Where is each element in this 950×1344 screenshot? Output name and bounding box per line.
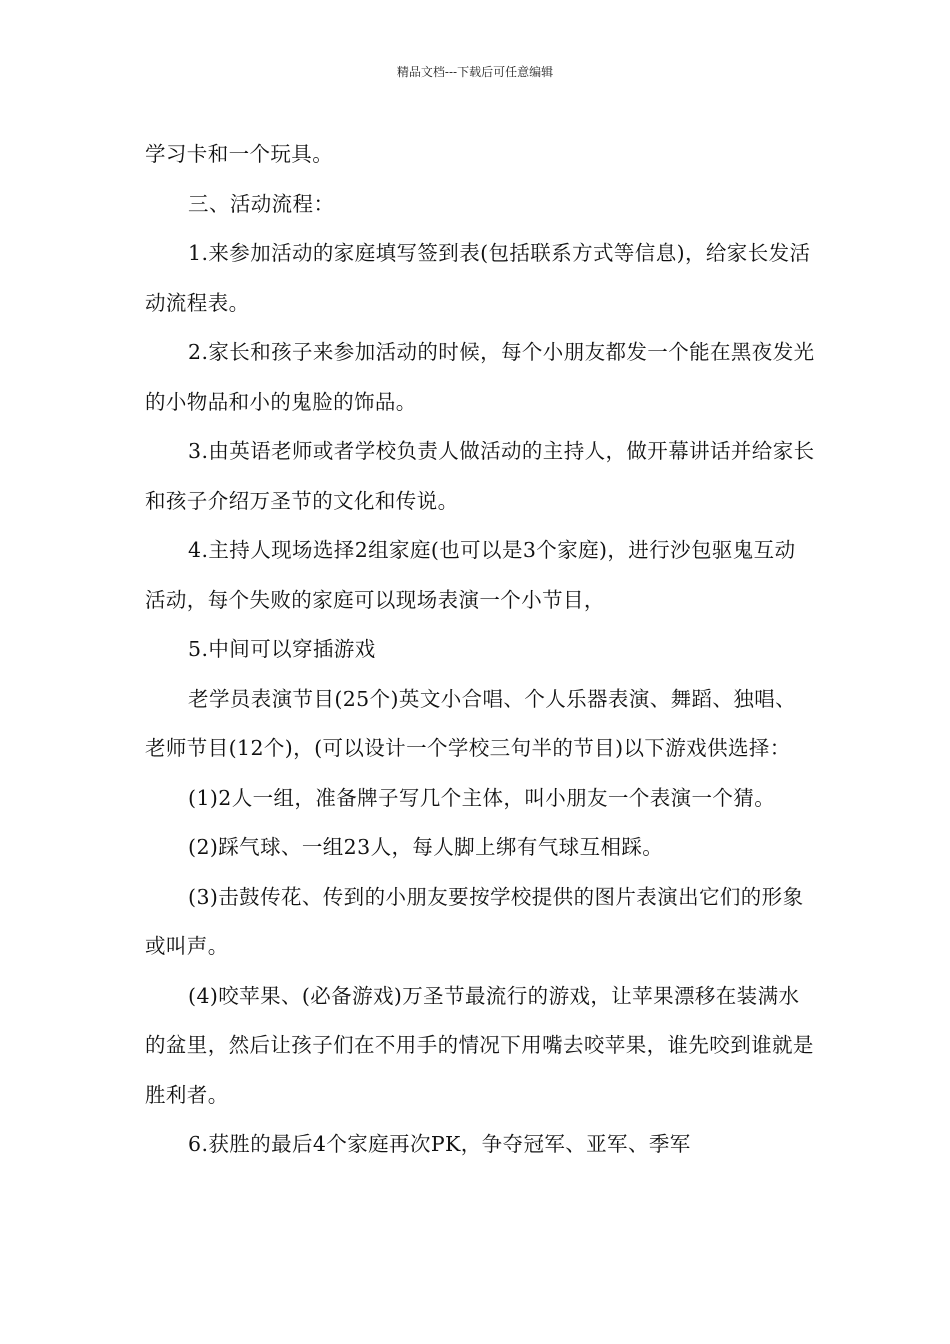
list-item: (1)2人一组，准备牌子写几个主体，叫小朋友一个表演一个猜。 — [188, 785, 776, 810]
paragraph: 6.获胜的最后4个家庭再次PK，争夺冠军、亚军、季军 — [188, 1132, 691, 1156]
paragraph: 4.主持人现场选择2组家庭(也可以是3个家庭)，进行沙包驱鬼互动活动，每个失败的家庭可以现场表演一个小节目， — [145, 538, 796, 612]
section-heading: 三、活动流程： — [188, 191, 335, 216]
paragraph: 学习卡和一个玩具。 — [145, 142, 334, 166]
document-body — [145, 130, 815, 1170]
list-item: (4)咬苹果、(必备游戏)万圣节最流行的游戏，让苹果漂移在装满水的盆里，然后让孩子们在不用手的情况下用嘴去咬苹果，谁先咬到谁就是胜利者。 — [145, 983, 814, 1107]
paragraph: 2.家长和孩子来参加活动的时候，每个小朋友都发一个能在黑夜发光的小物品和小的鬼脸的饰品。 — [145, 340, 815, 414]
page-header: 精品文档---下载后可任意编辑 — [396, 65, 554, 79]
paragraph: 5.中间可以穿插游戏 — [188, 637, 376, 661]
paragraph: 1.来参加活动的家庭填写签到表(包括联系方式等信息)，给家长发活动流程表。 — [145, 241, 811, 315]
paragraph: 3.由英语老师或者学校负责人做活动的主持人，做开幕讲话并给家长和孩子介绍万圣节的文化和传说。 — [145, 439, 815, 513]
paragraph: 老学员表演节目(25个)英文小合唱、个人乐器表演、舞蹈、独唱、老师节目(12个)，(可以设计一个学校三句半的节目)以下游戏供选择： — [145, 686, 797, 760]
list-item: (3)击鼓传花、传到的小朋友要按学校提供的图片表演出它们的形象或叫声。 — [145, 884, 804, 958]
list-item: (2)踩气球、一组23人，每人脚上绑有气球互相踩。 — [188, 835, 664, 859]
